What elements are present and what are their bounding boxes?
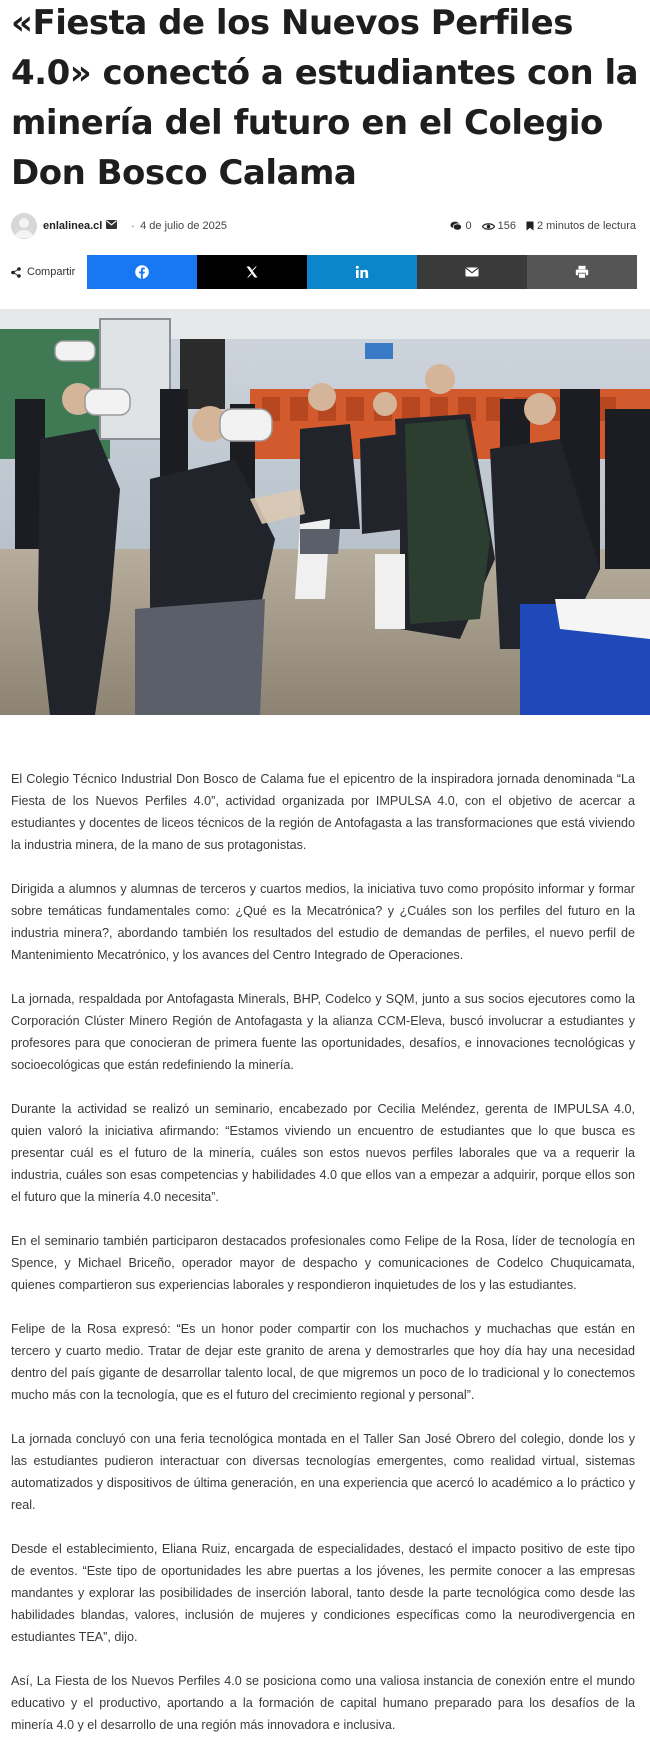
article-paragraph: Felipe de la Rosa expresó: “Es un honor poder compartir con los muchachos y muchachas que están en tercero y cuarto medio. Tratar de dejar este granito de arena y demostrarles que hoy día hay una necesidad dentro del país gigante de desarrollar talento local, de que migremos un poco de lo tradicional y lo conectemos mucho más con la tecnología, que es el futuro del crecimiento regional y personal”. xyxy=(11,1322,635,1402)
comments-value: 0 xyxy=(465,220,472,232)
linkedin-share-button[interactable] xyxy=(307,255,417,289)
article-paragraph: La jornada concluyó con una feria tecnológica montada en el Taller San José Obrero del colegio, donde los y las estudiantes pudieron interactuar con diversas tecnologías emergentes, como realidad virtual, sistemas automatizados y dispositivos de última generación, en una experiencia que acercó lo académico a lo práctico y real. xyxy=(11,1432,635,1512)
eye-icon xyxy=(482,222,495,231)
article-paragraph: La jornada, respaldada por Antofagasta Minerals, BHP, Codelco y SQM, junto a sus socios ejecutores como la Corporación Clúster Minero Región de Antofagasta y la alianza CCM-Eleva, buscó involucrar a estudiantes y profesores para que conocieran de primera fuente las oportunidades, desafíos, e innovaciones tecnológicas y socioecológicas que están redefiniendo la minería. xyxy=(11,992,635,1072)
hero-photo-students-vr xyxy=(0,309,650,715)
publish-date: 4 de julio de 2025 xyxy=(140,220,227,232)
article-paragraph: Dirigida a alumnos y alumnas de terceros y cuartos medios, la iniciativa tuvo como propósito informar y formar sobre temáticas fundamentales como: ¿Qué es la Mecatrónica? y ¿Cuáles son los perfiles del futuro en la industria minera?, abordando también los resultados del estudio de demandas de perfiles, el nuevo perfil de Mantenimiento Mecatrónico, y los avances del Centro Integrado de Operaciones. xyxy=(11,882,635,962)
comments-icon xyxy=(450,221,462,231)
envelope-icon[interactable] xyxy=(106,220,117,232)
print-icon xyxy=(575,265,589,279)
share-icon xyxy=(11,267,21,278)
article-paragraph: Durante la actividad se realizó un seminario, encabezado por Cecilia Meléndez, gerenta de IMPULSA 4.0, quien valoró la iniciativa afirmando: “Estamos viviendo un encuentro de estudiantes que lo que busca es presentar cuál es el futuro de la minería, cuáles son estos nuevos perfiles laborales que va a requerir la industria, cuáles son esas competencias y habilidades 4.0 que ellos van a empezar a adquirir, porque ellos son el futuro que la minería 4.0 necesita”. xyxy=(11,1102,635,1204)
author-link[interactable]: enlalinea.cl xyxy=(43,220,103,232)
print-button[interactable] xyxy=(527,255,637,289)
reading-time xyxy=(526,220,636,232)
email-share-button[interactable] xyxy=(417,255,527,289)
article-paragraph: Así, La Fiesta de los Nuevos Perfiles 4.0 se posiciona como una valiosa instancia de conexión entre el mundo educativo y el productivo, aportando a la formación de capital humano preparado para los desafíos de la minería 4.0 y el desarrollo de una región más innovadora e inclusiva. xyxy=(11,1674,635,1732)
article-paragraph: Desde el establecimiento, Eliana Ruiz, encargada de especialidades, destacó el impacto positivo de este tipo de eventos. “Este tipo de oportunidades les abre puertas a los jóvenes, les permite conocer a las empresas mandantes y explorar las posibilidades de inserción laboral, tanto desde la parte tecnológica como desde las habilidades blandas, valores, inclusión de mujeres y condiciones específicas como la neurodivergencia en estudiantes TEA”, dijo. xyxy=(11,1542,635,1644)
article-meta xyxy=(11,212,636,240)
separator-dot: • xyxy=(131,221,135,231)
share-bar xyxy=(11,255,637,289)
facebook-share-button[interactable] xyxy=(87,255,197,289)
views-count xyxy=(482,220,516,232)
views-value: 156 xyxy=(497,220,516,232)
comments-count[interactable] xyxy=(450,220,471,232)
article-body xyxy=(11,768,635,1758)
x-share-button[interactable] xyxy=(197,255,307,289)
article-title: «Fiesta de los Nuevos Perfiles 4.0» conectó a estudiantes con la minería del futuro en el Colegio Don Bosco Calama xyxy=(11,3,639,193)
x-icon xyxy=(245,265,259,279)
article-paragraph: En el seminario también participaron destacados profesionales como Felipe de la Rosa, líder de tecnología en Spence, y Michael Briceño, operador mayor de despacho y comunicaciones de Codelco Chuquicamata, quienes compartieron sus experiencias laborales y respondieron inquietudes de los y las estudiantes. xyxy=(11,1234,635,1292)
avatar[interactable] xyxy=(11,213,37,239)
facebook-icon xyxy=(135,265,149,279)
linkedin-icon xyxy=(355,265,369,279)
mail-icon xyxy=(465,265,479,279)
bookmark-icon xyxy=(526,221,534,231)
user-icon xyxy=(11,213,37,239)
reading-time-value: 2 minutos de lectura xyxy=(536,220,636,232)
article-paragraph: El Colegio Técnico Industrial Don Bosco de Calama fue el epicentro de la inspiradora jornada denominada “La Fiesta de los Nuevos Perfiles 4.0”, actividad organizada por IMPULSA 4.0, con el objetivo de acercar a estudiantes y docentes de liceos técnicos de la región de Antofagasta a las transformaciones que está viviendo la industria minera, de la mano de sus protagonistas. xyxy=(11,772,635,852)
hero-image xyxy=(0,309,650,715)
share-label xyxy=(11,266,87,278)
share-label-text: Compartir xyxy=(27,266,76,278)
